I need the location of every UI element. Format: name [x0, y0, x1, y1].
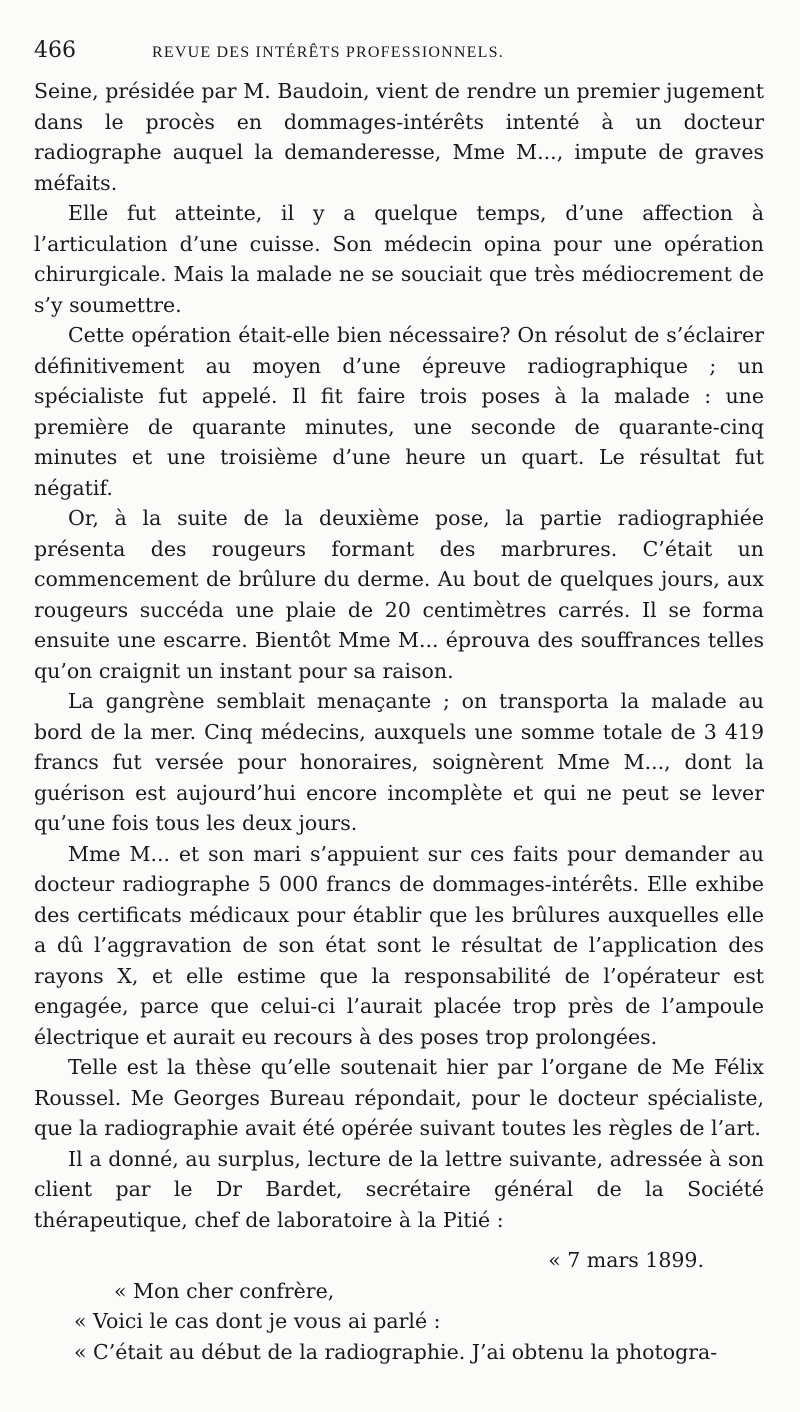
paragraph-3: Cette opération était-elle bien nécessaire? On résolut de s’éclairer définitivement au moyen d’une épreuve radiographique ; un spécialiste fut appelé. Il fit faire trois poses à la malade : une première de quarante minutes, une seconde de quarante-cinq minutes et une troisième d’une heure un quart. Le résultat fut négatif. [34, 323, 764, 500]
page-number: 466 [34, 38, 76, 63]
paragraph-7: Telle est la thèse qu’elle soutenait hier par l’organe de Me Félix Roussel. Me Georges Bureau répondait, pour le docteur spécialiste, que la radiographie avait été opérée suivant toutes les règles de l’art. [34, 1055, 764, 1140]
paragraph-5: La gangrène semblait menaçante ; on transporta la malade au bord de la mer. Cinq médecins, auxquels une somme totale de 3 419 francs fut versée pour honoraires, soignèrent Mme M..., dont la guérison est aujourd’hui encore incomplète et qui ne peut se lever qu’une fois tous les deux jours. [34, 689, 764, 835]
page-header [34, 38, 764, 74]
running-title: REVUE DES INTÉRÊTS PROFESSIONNELS. [152, 44, 504, 61]
letter-line-1: « Voici le cas dont je vous ai parlé : [74, 1309, 441, 1333]
paragraph-6: Mme M... et son mari s’appuient sur ces faits pour demander au docteur radiographe 5 000 francs de dommages-intérêts. Elle exhibe des certificats médicaux pour établir que les brûlures auxquelles elle a dû l’aggravation de son état sont le résultat de l’application des rayons X, et elle estime que la responsabilité de l’opérateur est engagée, parce que celui-ci l’aurait placée trop près de l’ampoule électrique et aurait eu recours à des poses trop prolongées. [34, 841, 764, 1049]
paragraph-8: Il a donné, au surplus, lecture de la lettre suivante, adressée à son client par le Dr Bardet, secrétaire général de la Société thérapeutique, chef de laboratoire à la Pitié : [34, 1146, 764, 1232]
article-body [34, 76, 764, 1367]
paragraph-2: Elle fut atteinte, il y a quelque temps, d’une affection à l’articulation d’une cuisse. Son médecin opina pour une opération chirurgicale. Mais la malade ne se souciait que très médiocrement de s’y soumettre. [34, 201, 764, 317]
paragraph-1: Seine, présidée par M. Baudoin, vient de rendre un premier jugement dans le procès en dommages-intérêts intenté à un docteur radiographe auquel la demanderesse, Mme M..., impute de graves méfaits. [34, 79, 764, 195]
letter-date: « 7 mars 1899. [548, 1248, 704, 1272]
letter-salutation: « Mon cher confrère, [114, 1278, 335, 1303]
letter-line-2: « C’était au début de la radiographie. J’ai obtenu la photogra- [74, 1339, 718, 1364]
document-page [34, 38, 764, 1367]
paragraph-4: Or, à la suite de la deuxième pose, la partie radiographiée présenta des rougeurs formant des marbrures. C’était un commencement de brûlure du derme. Au bout de quelques jours, aux rougeurs succéda une plaie de 20 centimètres carrés. Il se forma ensuite une escarre. Bientôt Mme M... éprouva des souffrances telles qu’on craignit un instant pour sa raison. [34, 506, 764, 683]
